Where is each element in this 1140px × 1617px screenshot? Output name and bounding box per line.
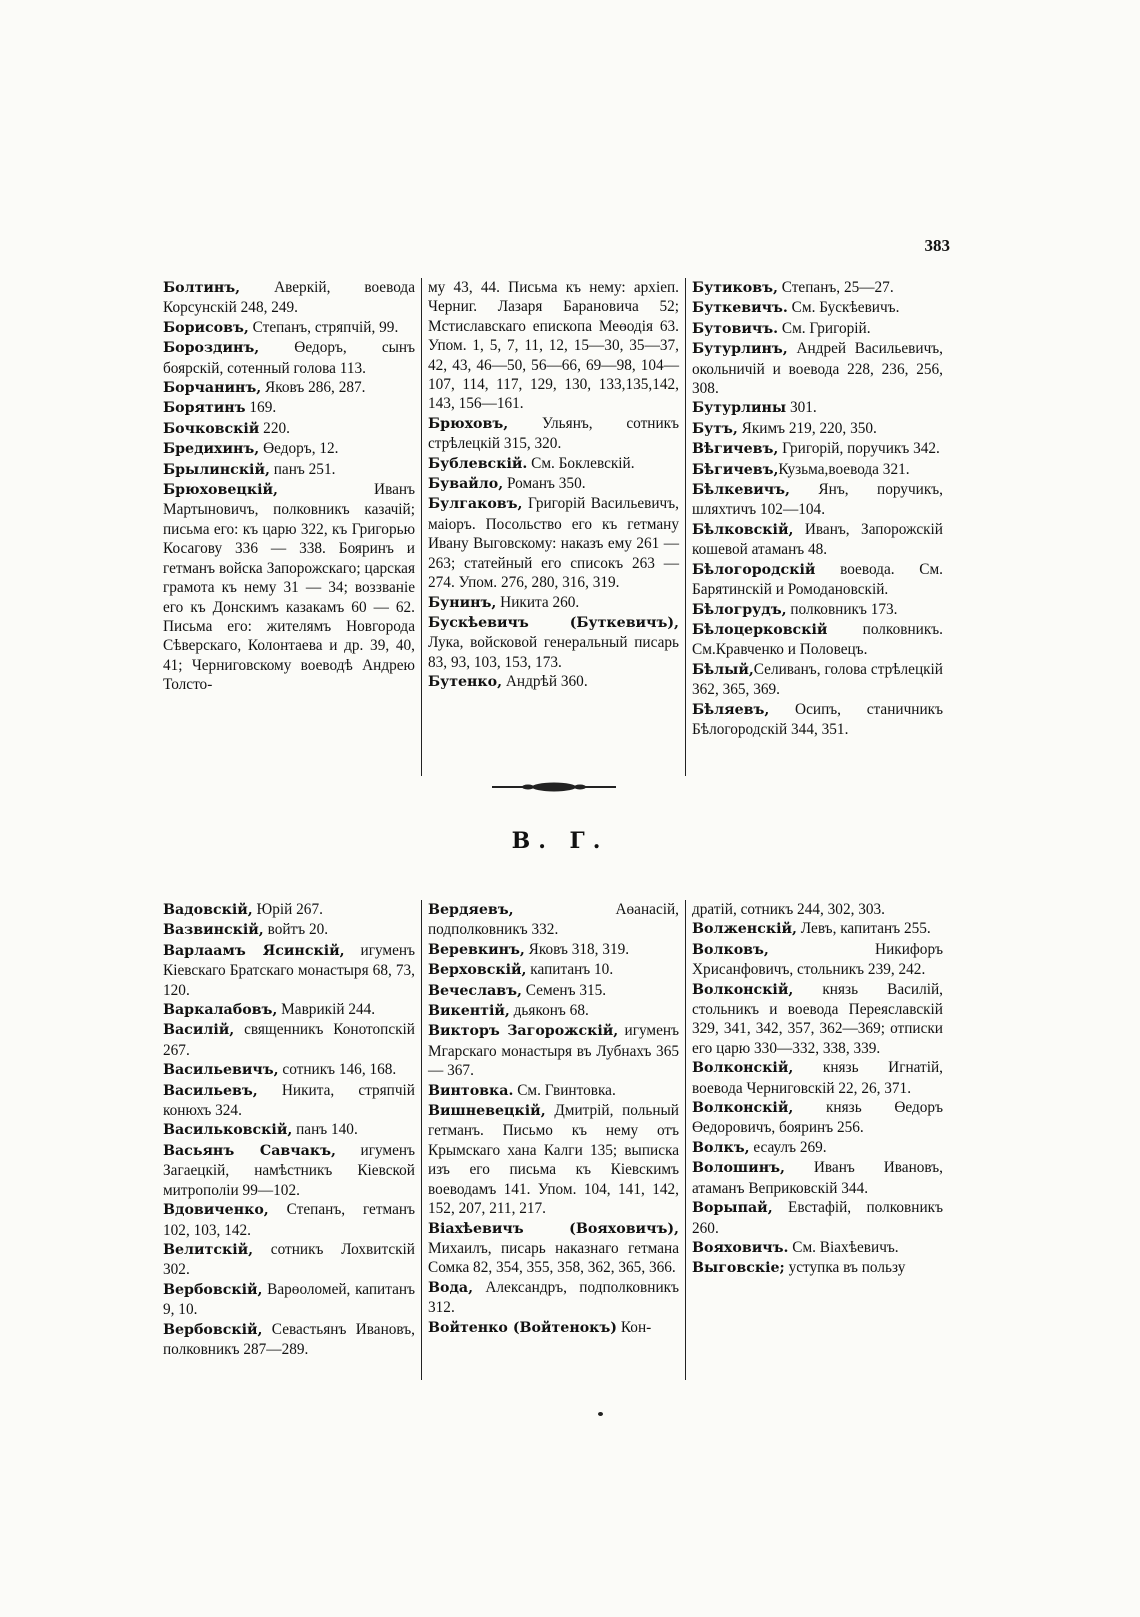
index-entry bbox=[692, 298, 943, 318]
entry-name: Вербовскій, bbox=[163, 1321, 263, 1338]
index-entry bbox=[163, 1000, 415, 1020]
entry-name: Бѣгичевъ, bbox=[692, 461, 779, 478]
index-entry bbox=[428, 593, 679, 613]
index-entry bbox=[692, 700, 943, 740]
entry-name: Бутурлины bbox=[692, 400, 787, 417]
entry-name: Булгаковъ, bbox=[428, 496, 523, 513]
entry-text: Янъ, поручикъ, шляхтичъ 102—104. bbox=[692, 481, 943, 519]
entry-name: Васильевичъ, bbox=[163, 1062, 279, 1079]
entry-text: Романъ 350. bbox=[503, 475, 586, 493]
entry-text: Иванъ Мартыновичъ, полковникъ казачій; письма его: къ царю 322, къ Григорью Косагову 336 — 338. Бояринъ и гетманъ войска Запорожскаго; царская грамота къ нему 31 — 34; воззваніе его къ Донскимъ казакамъ 60 — 62. Письма его: жителямъ Новгорода Сѣверскаго, Колонтаева и др. 39, 40, 41; Черниговскому воеводѣ Андрею Толсто- bbox=[163, 481, 415, 694]
entry-name: Брюховецкій, bbox=[163, 482, 278, 499]
entry-text: Григорій Васильевичъ, маіоръ. Посольство его къ гетману Ивану Выговскому: наказъ ему 261 — 263; статейный его списокъ 263 — 274. Упом. 276, 280, 316, 319. bbox=[428, 495, 679, 592]
index-entry bbox=[163, 941, 415, 1000]
entry-text: Өедоръ, 12. bbox=[259, 440, 339, 458]
entry-name: Варкалабовъ, bbox=[163, 1002, 278, 1019]
entry-text: уступка въ пользу bbox=[784, 1259, 906, 1277]
column-3 bbox=[685, 900, 949, 1380]
index-entry bbox=[692, 460, 943, 480]
entry-text: Дмитрій, польный гетманъ. Письмо къ нему отъ Крымскаго хана Калги 135; выписка изъ его письма къ Кіевскимъ воеводамъ 141. Упом. 104, 141, 142, 152, 207, 211, 217. bbox=[428, 1102, 679, 1218]
entry-name: Бѣлкевичъ, bbox=[692, 482, 790, 499]
index-entry bbox=[692, 439, 943, 459]
entry-text: Аверкій, воевода Корсунскій 248, 249. bbox=[163, 279, 415, 317]
entry-name: Вербовскій, bbox=[163, 1281, 263, 1298]
ornament-divider bbox=[492, 780, 616, 794]
entry-name: Бѣляевъ, bbox=[692, 701, 770, 718]
entry-name: Васильевъ, bbox=[163, 1082, 258, 1099]
entry-name: Борятинъ bbox=[163, 400, 246, 417]
index-entry bbox=[692, 1138, 943, 1158]
index-entry bbox=[428, 900, 679, 940]
entry-text: игуменъ Загаецкій, намѣстникъ Кіевской митрополіи 99—102. bbox=[163, 1141, 415, 1199]
index-entry bbox=[163, 1081, 415, 1121]
entry-name: Васильковскій, bbox=[163, 1122, 293, 1139]
entry-text: полковникъ. См.Кравченко и Половецъ. bbox=[692, 620, 943, 659]
entry-text: Ульянъ, сотникъ стрѣлецкій 315, 320. bbox=[428, 414, 679, 453]
index-entry bbox=[163, 398, 415, 418]
index-entry bbox=[692, 278, 943, 298]
entry-name: Викентій, bbox=[428, 1003, 510, 1020]
index-entry bbox=[692, 520, 943, 560]
index-entry bbox=[163, 1141, 415, 1200]
entry-name: Волошинъ, bbox=[692, 1160, 785, 1177]
index-block-v-g bbox=[157, 900, 949, 1380]
index-entry bbox=[692, 660, 943, 700]
entry-text: воевода. См. Барятинскій и Ромодановскій. bbox=[692, 560, 943, 599]
index-entry bbox=[428, 1101, 679, 1218]
entry-text: князь Василій, стольникъ и воевода Переяславскій 329, 341, 342, 357, 362—369; отписки его царю 330—332, 338, 339. bbox=[692, 980, 943, 1057]
entry-text: Андрей Васильевичъ, окольничій и воевода 228, 236, 256, 308. bbox=[692, 340, 943, 398]
entry-text: дьяконъ 68. bbox=[509, 1002, 589, 1020]
entry-text: Өедоръ, сынъ боярскій, сотенный голова 113. bbox=[163, 339, 415, 377]
entry-name: Верховскій, bbox=[428, 962, 527, 979]
entry-text: Александръ, подполковникъ 312. bbox=[428, 1278, 679, 1317]
index-entry bbox=[692, 1058, 943, 1098]
entry-text: Степанъ, 25—27. bbox=[777, 279, 894, 296]
index-entry bbox=[428, 414, 679, 454]
entry-name: Вдовиченко, bbox=[163, 1202, 269, 1219]
index-entry bbox=[428, 1278, 679, 1318]
entry-name: Вишневецкій, bbox=[428, 1103, 546, 1120]
entry-text: Евстафій, полковникъ 260. bbox=[692, 1199, 943, 1237]
index-entry bbox=[428, 981, 679, 1001]
entry-text: войтъ 20. bbox=[263, 921, 329, 939]
index-entry bbox=[692, 398, 943, 418]
entry-text: капитанъ 10. bbox=[526, 961, 614, 979]
index-entry bbox=[163, 1240, 415, 1280]
index-entry bbox=[428, 940, 679, 960]
index-entry bbox=[692, 980, 943, 1059]
entry-name: Волженскій, bbox=[692, 921, 797, 938]
entry-name: Бублевскій. bbox=[428, 455, 528, 472]
index-entry bbox=[163, 1200, 415, 1240]
entry-name: Ворыпай, bbox=[692, 1200, 773, 1217]
entry-name: Викторъ Загорожскій, bbox=[428, 1023, 619, 1040]
index-entry bbox=[163, 378, 415, 398]
index-entry bbox=[692, 940, 943, 980]
index-entry bbox=[692, 339, 943, 398]
index-entry bbox=[428, 278, 679, 414]
entry-name: Бутенко, bbox=[428, 674, 503, 691]
entry-name: Борчанинъ, bbox=[163, 380, 262, 397]
entry-text: священникъ Конотопскій 267. bbox=[163, 1021, 415, 1059]
entry-name: Буткевичъ. bbox=[692, 300, 788, 317]
entry-text: князь Өедоръ Өедоровичъ, бояринъ 256. bbox=[692, 1099, 943, 1137]
entry-name: Брюховъ, bbox=[428, 415, 509, 432]
entry-text: панъ 140. bbox=[292, 1121, 358, 1139]
entry-text: См. Григорій. bbox=[778, 319, 871, 337]
entry-text: Яковъ 318, 319. bbox=[524, 940, 630, 958]
column-2 bbox=[421, 900, 685, 1380]
index-entry bbox=[428, 1219, 679, 1278]
entry-text: Якимъ 219, 220, 350. bbox=[737, 419, 877, 437]
index-entry bbox=[692, 1198, 943, 1238]
entry-name: Вердяевъ, bbox=[428, 902, 514, 918]
entry-text: Андрѣй 360. bbox=[502, 673, 588, 691]
entry-name: Бутъ, bbox=[692, 420, 738, 437]
entry-name: Болтинъ, bbox=[163, 280, 241, 296]
entry-text: См. Гвинтовка. bbox=[513, 1081, 616, 1099]
entry-text: См. Бускѣевичъ. bbox=[787, 299, 900, 317]
entry-text: Семенъ 315. bbox=[521, 981, 607, 999]
index-entry bbox=[163, 480, 415, 694]
page-number: 383 bbox=[924, 236, 950, 255]
entry-text: 301. bbox=[786, 399, 817, 417]
index-entry bbox=[692, 1258, 943, 1278]
entry-name: Вазвинскій, bbox=[163, 922, 264, 939]
entry-name: Бутиковъ, bbox=[692, 280, 778, 296]
entry-text: дратій, сотникъ 244, 302, 303. bbox=[692, 901, 886, 918]
entry-name: Волконскій, bbox=[692, 1060, 794, 1077]
entry-name: Бускѣевичъ (Буткевичъ), bbox=[428, 614, 679, 631]
index-entry bbox=[692, 560, 943, 600]
index-entry bbox=[163, 439, 415, 459]
index-entry bbox=[428, 454, 679, 474]
index-entry bbox=[692, 900, 943, 919]
entry-text: Иванъ Ивановъ, атаманъ Веприковскій 344. bbox=[692, 1159, 943, 1197]
entry-text: Степанъ, гетманъ 102, 103, 142. bbox=[163, 1201, 415, 1239]
entry-text: Степанъ, стряпчій, 99. bbox=[248, 318, 399, 336]
section-heading: В. Г. bbox=[511, 828, 609, 854]
index-entry bbox=[428, 672, 679, 692]
entry-text: Иванъ, Запорожскій кошевой атаманъ 48. bbox=[692, 520, 943, 559]
index-entry bbox=[163, 278, 415, 318]
entry-name: Бѣлогородскій bbox=[692, 561, 816, 578]
column-2 bbox=[421, 278, 685, 776]
entry-text: панъ 251. bbox=[269, 460, 336, 478]
entry-name: Варлаамъ Ясинскій, bbox=[163, 942, 345, 959]
index-entry bbox=[692, 419, 943, 439]
entry-text: См. Боклевскій. bbox=[527, 454, 635, 472]
entry-name: Віахѣевичъ (Вояховичъ), bbox=[428, 1220, 679, 1237]
entry-text: сотникъ Лохвитскій 302. bbox=[163, 1240, 415, 1279]
entry-name: Вода, bbox=[428, 1279, 474, 1296]
entry-text: Лука, войсковой генеральный писарь 83, 93, 103, 153, 173. bbox=[428, 634, 679, 671]
index-entry bbox=[163, 1280, 415, 1320]
entry-name: Волкъ, bbox=[692, 1139, 750, 1156]
index-entry bbox=[692, 1098, 943, 1138]
entry-text: Левъ, капитанъ 255. bbox=[796, 920, 931, 938]
entry-name: Вечеславъ, bbox=[428, 982, 522, 999]
entry-text: Варөоломей, капитанъ 9, 10. bbox=[163, 1280, 415, 1319]
entry-name: Веревкинъ, bbox=[428, 941, 525, 958]
entry-name: Бувайло, bbox=[428, 476, 504, 493]
column-1 bbox=[157, 900, 421, 1380]
entry-text: Кузьма,воевода 321. bbox=[778, 460, 910, 478]
entry-text: Григорій, поручикъ 342. bbox=[778, 440, 940, 458]
entry-name: Бочковскій bbox=[163, 420, 260, 437]
entry-name: Бѣлогрудъ, bbox=[692, 601, 787, 618]
entry-name: Войтенко (Войтенокъ) bbox=[428, 1319, 618, 1336]
entry-name: Бунинъ, bbox=[428, 594, 497, 611]
index-entry bbox=[692, 919, 943, 939]
entry-name: Вояховичъ. bbox=[692, 1239, 789, 1256]
index-entry bbox=[163, 318, 415, 338]
index-entry bbox=[692, 600, 943, 620]
index-entry bbox=[428, 1318, 679, 1338]
entry-text: есаулъ 269. bbox=[749, 1138, 827, 1156]
index-block-b bbox=[157, 278, 949, 776]
index-entry bbox=[428, 1021, 679, 1080]
entry-name: Вѣгичевъ, bbox=[692, 441, 779, 458]
entry-name: Волконскій, bbox=[692, 981, 794, 998]
entry-text: Осипъ, станичникъ Бѣлогородскій 344, 351. bbox=[692, 700, 943, 738]
entry-name: Вадовскій, bbox=[163, 902, 253, 918]
index-entry bbox=[428, 1081, 679, 1101]
index-entry bbox=[163, 338, 415, 378]
entry-name: Бѣлковскій, bbox=[692, 521, 794, 538]
entry-text: Кон- bbox=[617, 1318, 652, 1336]
index-entry bbox=[163, 419, 415, 439]
entry-name: Волковъ, bbox=[692, 941, 769, 958]
entry-text: игуменъ Мгарскаго монастыря въ Лубнахъ 365 — 367. bbox=[428, 1022, 679, 1080]
entry-name: Василій, bbox=[163, 1022, 235, 1039]
entry-text: Никита 260. bbox=[496, 593, 580, 611]
entry-text: игуменъ Кіевскаго Братскаго монастыря 68, 73, 120. bbox=[163, 941, 415, 999]
entry-text: Маврикій 244. bbox=[277, 1001, 376, 1019]
entry-name: Васьянъ Савчакъ, bbox=[163, 1142, 336, 1159]
index-entry bbox=[163, 900, 415, 920]
index-entry bbox=[692, 620, 943, 660]
entry-text: Яковъ 286, 287. bbox=[261, 379, 366, 397]
entry-name: Выговскіе; bbox=[692, 1260, 785, 1277]
column-3 bbox=[685, 278, 949, 776]
index-entry bbox=[163, 920, 415, 940]
entry-text: Михаилъ, писарь наказнаго гетмана Сомка 82, 354, 355, 358, 362, 365, 366. bbox=[428, 1239, 679, 1277]
entry-text: Аөанасій, подполковникъ 332. bbox=[428, 901, 679, 939]
entry-name: Волконскій, bbox=[692, 1100, 794, 1117]
index-entry bbox=[428, 494, 679, 592]
entry-name: Бредихинъ, bbox=[163, 441, 260, 458]
index-entry bbox=[163, 1060, 415, 1080]
entry-name: Винтовка. bbox=[428, 1082, 514, 1099]
entry-name: Бороздинъ, bbox=[163, 340, 260, 357]
entry-name: Бѣлоцерковскій bbox=[692, 621, 828, 638]
entry-name: Бутурлинъ, bbox=[692, 341, 788, 358]
entry-text: му 43, 44. Письма къ нему: архіеп. Черниг. Лазаря Барановича 52; Мстиславскаго епископа Меөодія 63. Упом. 1, 5, 7, 11, 12, 15—30, 35—37, 42, 43, 46—50, 56—66, 69—98, 104—107, 114, 117, 129, 130, 133,135,142, 143, 156—161. bbox=[428, 279, 679, 413]
entry-name: Бѣлый, bbox=[692, 661, 754, 678]
entry-text: князь Игнатій, воевода Черниговскій 22, 26, 371. bbox=[692, 1059, 943, 1097]
entry-text: 169. bbox=[245, 399, 277, 417]
entry-text: Никифоръ Хрисанфовичъ, стольникъ 239, 242. bbox=[692, 940, 943, 979]
entry-text: Юрій 267. bbox=[252, 901, 323, 918]
index-entry bbox=[428, 613, 679, 672]
entry-text: Никита, стряпчій конюхъ 324. bbox=[163, 1081, 415, 1120]
index-entry bbox=[428, 474, 679, 494]
entry-text: полковникъ 173. bbox=[786, 600, 898, 618]
index-entry bbox=[692, 480, 943, 520]
entry-name: Брылинскій, bbox=[163, 461, 270, 478]
index-entry bbox=[163, 1120, 415, 1140]
entry-name: Велитскій, bbox=[163, 1241, 254, 1258]
index-entry bbox=[428, 960, 679, 980]
entry-name: Бутовичъ. bbox=[692, 320, 779, 337]
entry-text: Севастьянъ Ивановъ, полковникъ 287—289. bbox=[163, 1320, 415, 1358]
ink-speck bbox=[598, 1412, 603, 1416]
index-entry bbox=[692, 1158, 943, 1198]
index-entry bbox=[692, 1238, 943, 1258]
entry-text: сотникъ 146, 168. bbox=[278, 1061, 397, 1079]
column-1 bbox=[157, 278, 421, 776]
index-entry bbox=[163, 1320, 415, 1360]
entry-text: См. Віахѣевичъ. bbox=[788, 1238, 899, 1256]
index-entry bbox=[428, 1001, 679, 1021]
entry-name: Борисовъ, bbox=[163, 319, 249, 336]
index-entry bbox=[163, 1020, 415, 1060]
entry-text: Селиванъ, голова стрѣлецкій 362, 365, 369. bbox=[692, 660, 943, 699]
index-entry bbox=[163, 460, 415, 480]
index-entry bbox=[692, 319, 943, 339]
entry-text: 220. bbox=[259, 419, 290, 437]
